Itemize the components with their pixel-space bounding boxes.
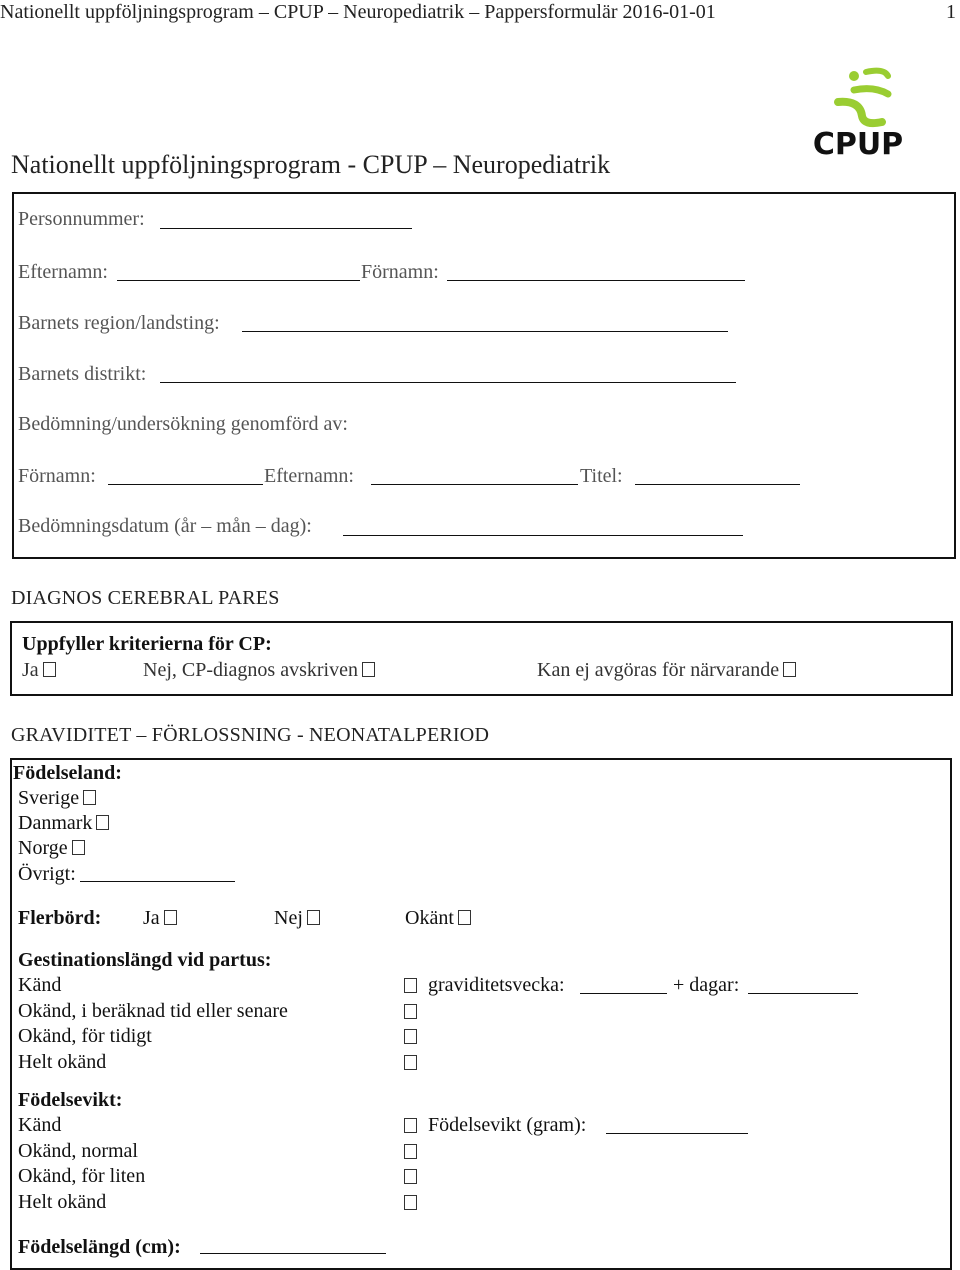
checkbox-icon[interactable] [783,662,796,677]
datum-label: Bedömningsdatum (år – mån – dag): [18,515,312,537]
ovrigt-field[interactable] [80,881,235,882]
flerbord-okant[interactable] [405,908,471,928]
cp-question: Uppfyller kriterierna för CP: [22,633,272,655]
checkbox-icon[interactable] [404,1029,417,1044]
graviditet-section-title: GRAVIDITET – FÖRLOSSNING - NEONATALPERIOD [11,724,490,746]
flerbord-ja[interactable] [143,908,177,928]
checkbox-icon[interactable] [83,790,96,805]
checkbox-icon[interactable] [404,1055,417,1070]
cpup-figure-icon [808,64,908,160]
cp-option-ja[interactable] [22,660,56,680]
flerbord-nej-label: Nej [274,907,303,929]
gest-row-helt-okand: Helt okänd [18,1051,107,1073]
flerbord-okant-label: Okänt [405,907,454,929]
langd-label: Födelselängd (cm): [18,1236,181,1258]
cp-option-kan-ej[interactable] [537,660,796,680]
bed-fornamn-label: Förnamn: [18,465,96,487]
bed-fornamn-field[interactable] [108,484,263,485]
checkbox-icon[interactable] [404,1195,417,1210]
region-label: Barnets region/landsting: [18,312,220,334]
gest-vecka-label: graviditetsvecka: [428,974,565,996]
checkbox-icon[interactable] [96,815,109,830]
personnummer-field[interactable] [160,228,412,229]
fodelseland-norge-label: Norge [18,837,68,859]
flerbord-nej[interactable] [274,908,320,928]
region-field[interactable] [242,331,728,332]
fornamn-label: Förnamn: [361,261,439,283]
bedomning-label: Bedömning/undersökning genomförd av: [18,413,348,435]
efternamn-label: Efternamn: [18,261,108,283]
vikt-gram-field[interactable] [606,1133,748,1134]
bed-titel-field[interactable] [635,484,800,485]
gest-row-okand-tidigt: Okänd, för tidigt [18,1025,152,1047]
gest-vecka-field[interactable] [580,993,667,994]
fodelseland-danmark-label: Danmark [18,812,93,834]
checkbox-icon[interactable] [362,662,375,677]
checkbox-icon[interactable] [404,1004,417,1019]
fodelseland-norge[interactable] [18,838,85,858]
checkbox-icon[interactable] [404,978,417,993]
cpup-logo-text: CPUP [812,127,904,160]
gest-label: Gestinationslängd vid partus: [18,949,272,971]
diagnos-section-title: DIAGNOS CEREBRAL PARES [11,587,280,609]
gest-dagar-field[interactable] [748,993,858,994]
vikt-row-helt-okand: Helt okänd [18,1191,107,1213]
vikt-row-kand: Känd [18,1114,62,1136]
fodelseland-danmark[interactable] [18,813,109,833]
running-header: Nationellt uppföljningsprogram – CPUP – Neuropediatrik – Pappersformulär 2016-01-01 [0,1,716,23]
efternamn-field[interactable] [117,280,360,281]
cp-option-kan-ej-label: Kan ej avgöras för närvarande [537,659,780,681]
checkbox-icon[interactable] [72,840,85,855]
distrikt-field[interactable] [160,382,736,383]
ovrigt-label: Övrigt: [18,863,76,885]
checkbox-icon[interactable] [307,910,320,925]
checkbox-icon[interactable] [404,1144,417,1159]
form-title: Nationellt uppföljningsprogram - CPUP – Neuropediatrik [11,150,611,179]
flerbord-ja-label: Ja [143,907,160,929]
checkbox-icon[interactable] [404,1118,417,1133]
personnummer-label: Personnummer: [18,208,145,230]
page-number: 1 [946,1,956,23]
cpup-logo [808,64,908,160]
checkbox-icon[interactable] [164,910,177,925]
bed-efternamn-label: Efternamn: [264,465,354,487]
cp-option-nej[interactable] [143,660,375,680]
checkbox-icon[interactable] [458,910,471,925]
datum-field[interactable] [343,535,743,536]
fodelseland-label: Födelseland: [13,762,122,784]
gest-row-kand: Känd [18,974,62,996]
vikt-row-okand-liten: Okänd, för liten [18,1165,146,1187]
vikt-gram-label: Födelsevikt (gram): [428,1114,587,1136]
bed-efternamn-field[interactable] [371,484,578,485]
vikt-label: Födelsevikt: [18,1089,123,1111]
cp-option-nej-label: Nej, CP-diagnos avskriven [143,659,358,681]
patient-info-box [12,192,956,559]
flerbord-label: Flerbörd: [18,907,102,929]
fornamn-field[interactable] [447,280,745,281]
checkbox-icon[interactable] [43,662,56,677]
checkbox-icon[interactable] [404,1169,417,1184]
cp-option-ja-label: Ja [22,659,39,681]
distrikt-label: Barnets distrikt: [18,363,147,385]
gest-dagar-label: + dagar: [673,974,740,996]
fodelseland-sverige-label: Sverige [18,787,80,809]
bed-titel-label: Titel: [580,465,623,487]
langd-field[interactable] [200,1253,386,1254]
fodelseland-sverige[interactable] [18,788,96,808]
vikt-row-okand-normal: Okänd, normal [18,1140,138,1162]
gest-row-okand-beraknad: Okänd, i beräknad tid eller senare [18,1000,288,1022]
